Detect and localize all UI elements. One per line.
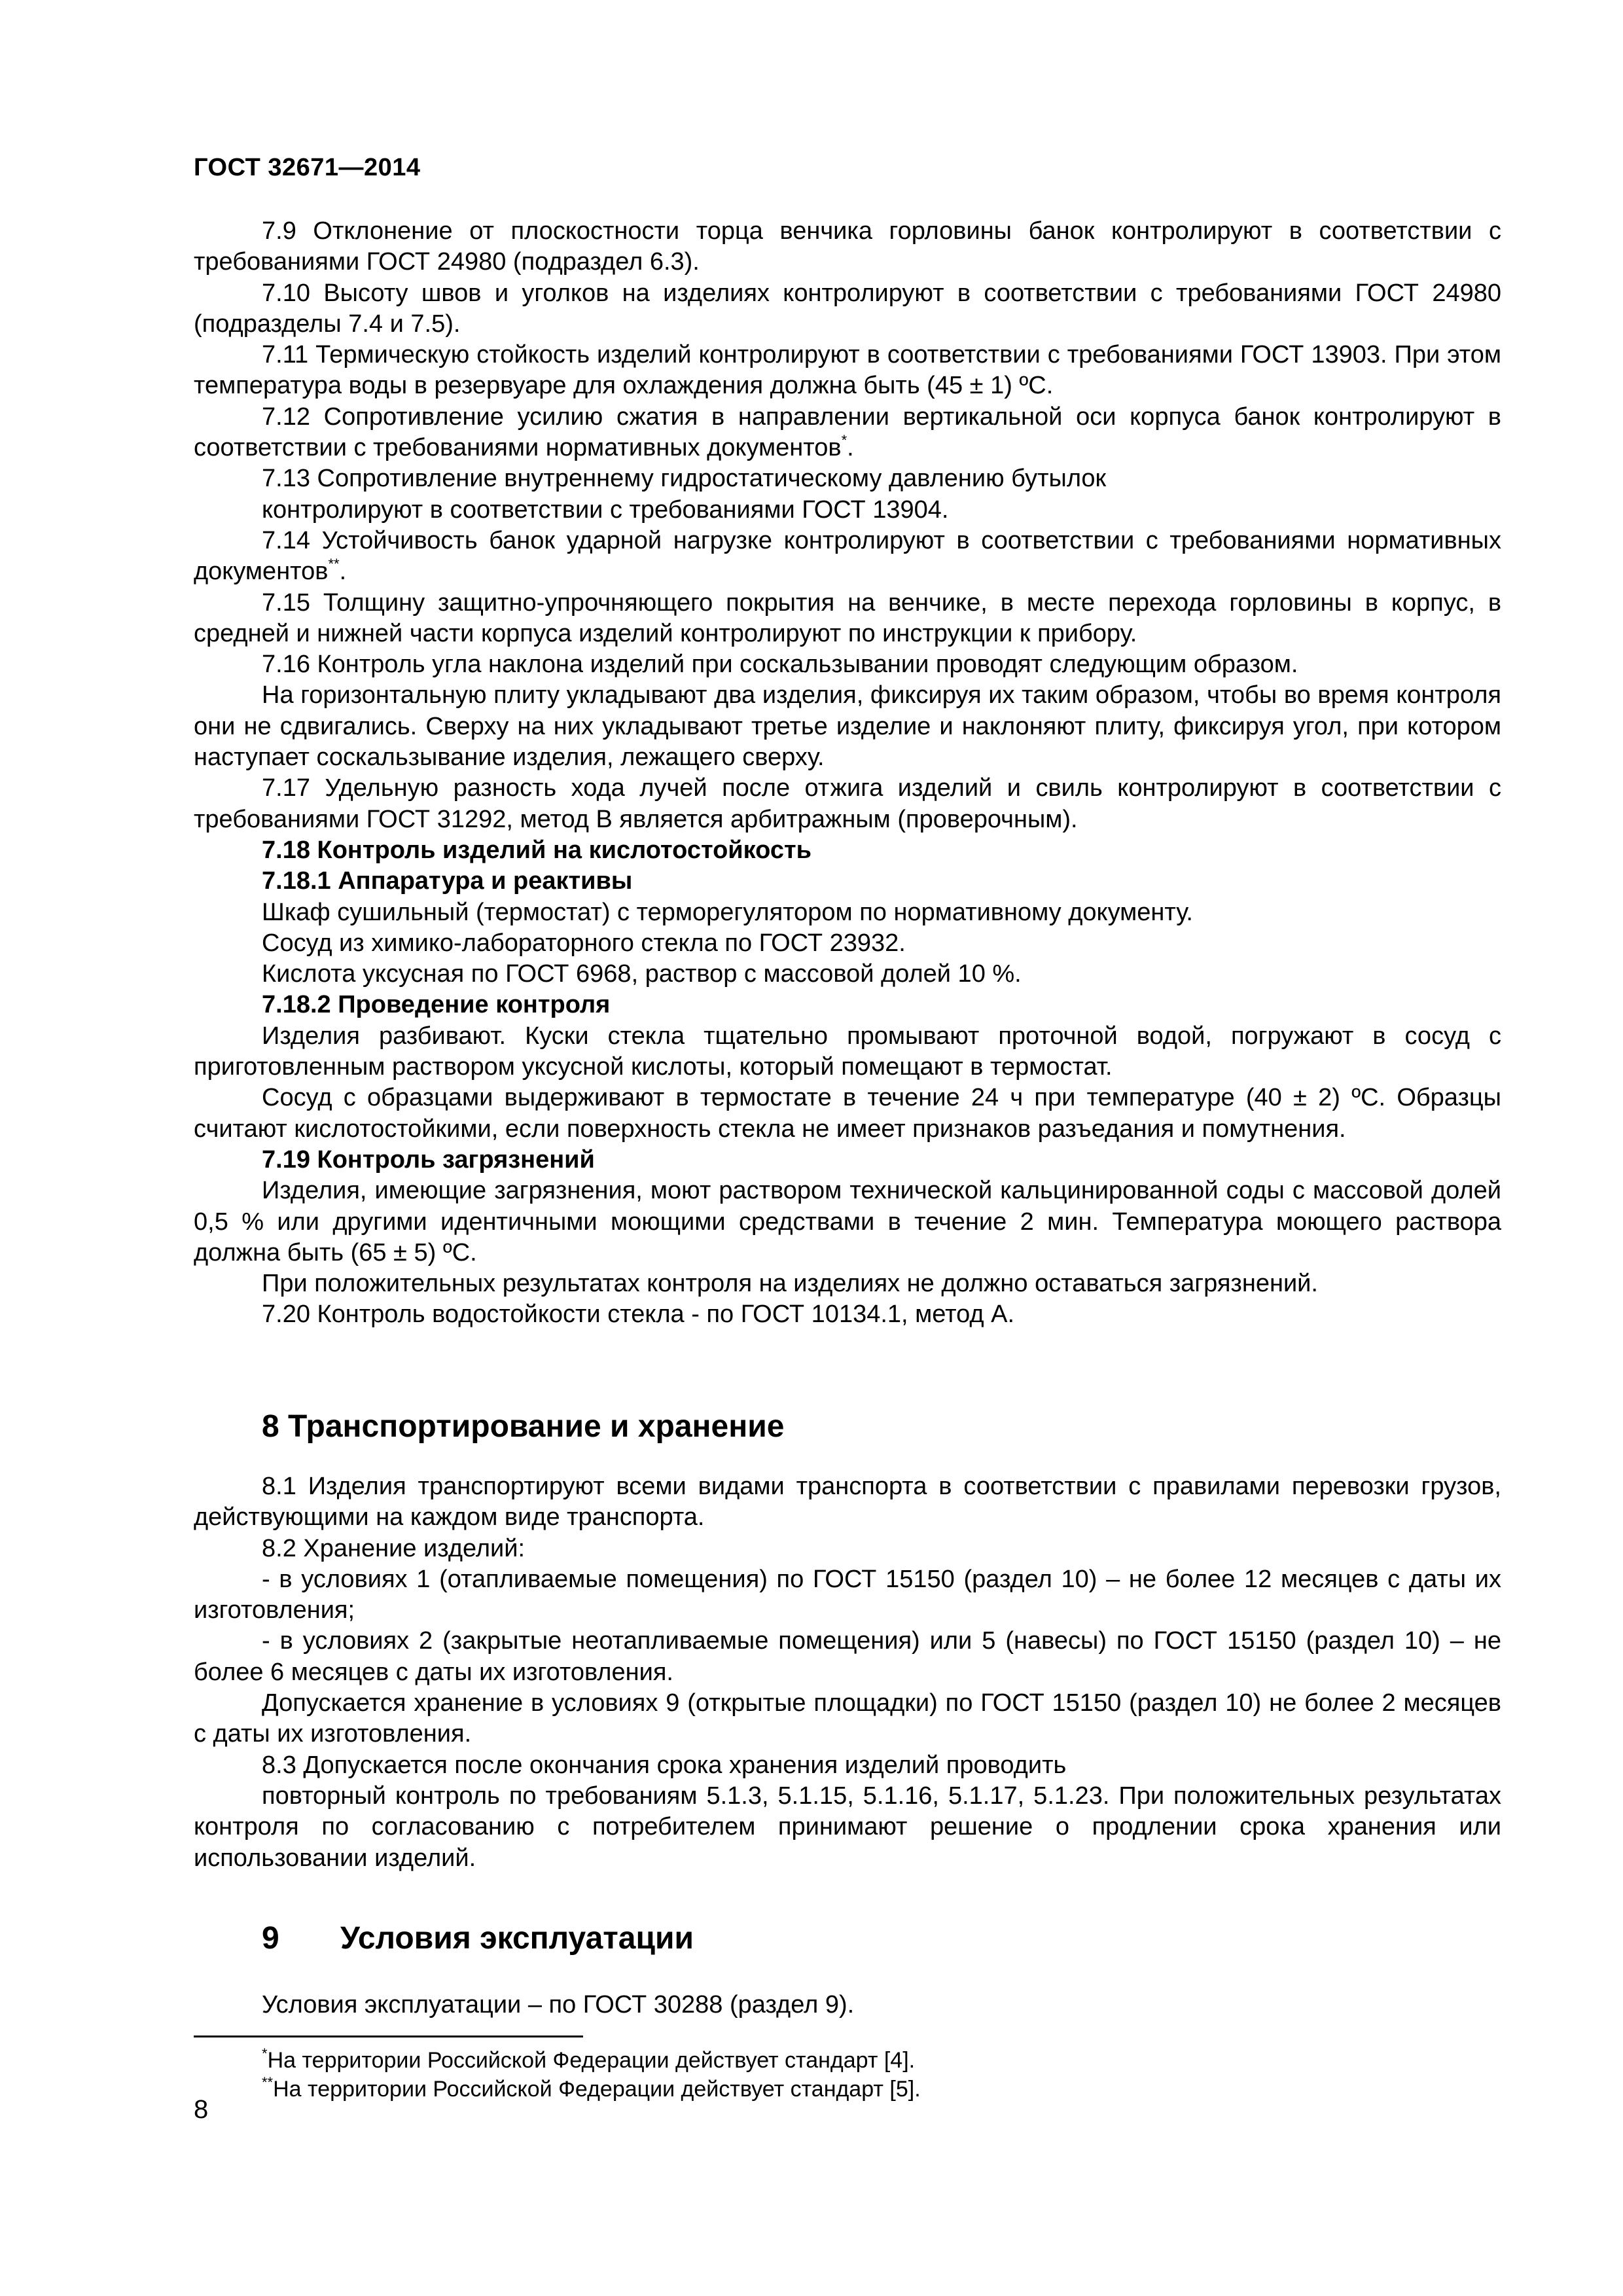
paragraph-text: Кислота уксусная по ГОСТ 6968, раствор с массовой долей 10 %. xyxy=(262,960,1022,988)
paragraph-text: Условия эксплуатации – по ГОСТ 30288 (раздел 9). xyxy=(262,1991,855,2018)
paragraph-text: Изделия разбивают. Куски стекла тщательно промывают проточной водой, погружают в сосуд с приготовленным раствором уксусной кислоты, который помещают в термостат. xyxy=(194,1022,1501,1081)
paragraph xyxy=(194,649,1501,680)
paragraph-text: 7.18 Контроль изделий на кислотостойкость xyxy=(262,836,812,864)
paragraph-text: повторный контроль по требованиям 5.1.3, 5.1.15, 5.1.16, 5.1.17, 5.1.23. При положительных результатах контроля по согласованию с потребителем принимают решение о продлении срока хранения или использовании изделий. xyxy=(194,1782,1501,1872)
paragraph-text: 7.14 Устойчивость банок ударной нагрузке контролируют в соответствии с требованиями нормативных документов xyxy=(194,526,1501,586)
paragraph xyxy=(194,402,1501,464)
paragraph xyxy=(194,680,1501,773)
paragraph xyxy=(194,1268,1501,1299)
paragraph xyxy=(194,278,1501,340)
paragraph-text: 8.3 Допускается после окончания срока хранения изделий проводить xyxy=(262,1751,1067,1779)
paragraph xyxy=(194,463,1501,494)
footnote-1-marker: * xyxy=(262,2045,268,2062)
paragraph-end: . xyxy=(339,558,347,586)
paragraph xyxy=(194,1781,1501,1874)
paragraph xyxy=(194,835,1501,866)
paragraph xyxy=(194,897,1501,928)
paragraph xyxy=(194,1021,1501,1083)
footnote-1-text: На территории Российской Федерации действует стандарт [4]. xyxy=(267,2048,916,2073)
paragraph xyxy=(194,959,1501,990)
section-7-body xyxy=(194,216,1501,1331)
paragraph-text: 7.18.2 Проведение контроля xyxy=(262,991,611,1019)
paragraph xyxy=(194,1471,1501,1534)
paragraph-text: контролируют в соответствии с требованиями ГОСТ 13904. xyxy=(262,495,949,524)
paragraph xyxy=(194,1990,1501,2020)
paragraph-text: 7.18.1 Аппаратура и реактивы xyxy=(262,867,633,895)
paragraph xyxy=(194,773,1501,835)
paragraph-text: 7.9 Отклонение от плоскостности торца венчика горловины банок контролируют в соответствии с требованиями ГОСТ 24980 (подраздел 6.3). xyxy=(194,217,1501,276)
paragraph-text: Сосуд с образцами выдерживают в термостате в течение 24 ч при температуре (40 ± 2) ºС. Образцы считают кислотостойкими, если поверхность стекла не имеет признаков разъедания и помутнения. xyxy=(194,1084,1501,1143)
paragraph xyxy=(194,1299,1501,1330)
paragraph-text: 7.12 Сопротивление усилию сжатия в направлении вертикальной оси корпуса банок контролируют в соответствии с требованиями нормативных документов xyxy=(194,403,1501,462)
paragraph-text: При положительных результатах контроля на изделиях не должно оставаться загрязнений. xyxy=(262,1270,1318,1298)
paragraph-text: 7.20 Контроль водостойкости стекла - по ГОСТ 10134.1, метод А. xyxy=(262,1300,1015,1329)
paragraph-text: 8.1 Изделия транспортируют всеми видами транспорта в соответствии с правилами перевозки грузов, действующими на каждом виде транспорта. xyxy=(194,1473,1501,1532)
paragraph-text: На горизонтальную плиту укладывают два изделия, фиксируя их таким образом, чтобы во время контроля они не сдвигались. Сверху на них укладывают третье изделие и наклоняют плиту, фиксируя угол, при котором наступает соскальзывание изделия, лежащего сверху. xyxy=(194,681,1501,772)
section-9-title-text: Условия эксплуатации xyxy=(340,1921,694,1956)
paragraph-text: 7.19 Контроль загрязнений xyxy=(262,1145,595,1174)
paragraph-text: Сосуд из химико-лабораторного стекла по ГОСТ 23932. xyxy=(262,929,906,957)
paragraph xyxy=(194,1083,1501,1145)
paragraph-text: - в условиях 2 (закрытые неотапливаемые помещения) или 5 (навесы) по ГОСТ 15150 (раздел 10) – не более 6 месяцев с даты их изготовления. xyxy=(194,1627,1501,1686)
paragraph-text: 8.2 Хранение изделий: xyxy=(262,1534,526,1562)
footnote-2-marker: ** xyxy=(262,2074,274,2090)
paragraph-text: 7.11 Термическую стойкость изделий контролируют в соответствии с требованиями ГОСТ 13903. При этом температура воды в резервуаре для охлаждения должна быть (45 ± 1) ºС. xyxy=(194,341,1501,400)
paragraph xyxy=(194,340,1501,402)
footnote-divider xyxy=(194,2036,583,2037)
paragraph xyxy=(194,216,1501,278)
footnote-2 xyxy=(262,2076,921,2102)
section-9-body xyxy=(194,1990,1501,2020)
paragraph-text: 7.13 Сопротивление внутреннему гидростатическому давлению бутылок xyxy=(262,465,1107,493)
paragraph-text: Изделия, имеющие загрязнения, моют раствором технической кальцинированной соды с массовой долей 0,5 % или другими идентичными моющими средствами в течение 2 мин. Температура моющего раствора должна быть (65 ± 5) ºС. xyxy=(194,1177,1501,1266)
footnote-marker: ** xyxy=(328,556,340,573)
paragraph xyxy=(194,1534,1501,1564)
paragraph xyxy=(194,1688,1501,1750)
section-8-title: 8 Транспортирование и хранение xyxy=(262,1409,785,1444)
paragraph xyxy=(194,1175,1501,1268)
paragraph-text: 7.10 Высоту швов и уголков на изделиях контролируют в соответствии с требованиями ГОСТ 24980 (подразделы 7.4 и 7.5). xyxy=(194,279,1501,338)
footnote-2-text: На территории Российской Федерации действует стандарт [5]. xyxy=(273,2077,921,2102)
paragraph-text: 7.16 Контроль угла наклона изделий при соскальзывании проводят следующим образом. xyxy=(262,651,1298,679)
paragraph-text: - в условиях 1 (отапливаемые помещения) по ГОСТ 15150 (раздел 10) – не более 12 месяцев с даты их изготовления; xyxy=(194,1565,1501,1624)
document-header: ГОСТ 32671—2014 xyxy=(194,154,421,181)
paragraph-text: Допускается хранение в условиях 9 (открытые площадки) по ГОСТ 15150 (раздел 10) не более 2 месяцев с даты их изготовления. xyxy=(194,1689,1501,1748)
paragraph-text: 7.17 Удельную разность хода лучей после отжига изделий и свиль контролируют в соответствии с требованиями ГОСТ 31292, метод В является арбитражным (проверочным). xyxy=(194,774,1501,833)
footnote-marker: * xyxy=(841,432,847,449)
paragraph xyxy=(194,1626,1501,1688)
paragraph-text: 7.15 Толщину защитно-упрочняющего покрытия на венчике, в месте перехода горловины в корпус, в средней и нижней части корпуса изделий контролируют по инструкции к прибору. xyxy=(194,588,1501,647)
paragraph xyxy=(194,990,1501,1020)
section-9-title xyxy=(262,1920,694,1957)
section-8-body xyxy=(194,1471,1501,1874)
paragraph xyxy=(194,1145,1501,1175)
paragraph xyxy=(194,588,1501,650)
paragraph-text: Шкаф сушильный (термостат) с терморегулятором по нормативному документу. xyxy=(262,898,1193,926)
paragraph xyxy=(194,928,1501,959)
paragraph xyxy=(194,866,1501,897)
footnote-1 xyxy=(262,2047,915,2073)
paragraph-end: . xyxy=(847,434,854,462)
paragraph xyxy=(194,526,1501,588)
paragraph xyxy=(194,495,1501,526)
page-number: 8 xyxy=(194,2095,209,2124)
paragraph xyxy=(194,1750,1501,1781)
paragraph xyxy=(194,1564,1501,1626)
section-9-number: 9 xyxy=(262,1921,279,1956)
